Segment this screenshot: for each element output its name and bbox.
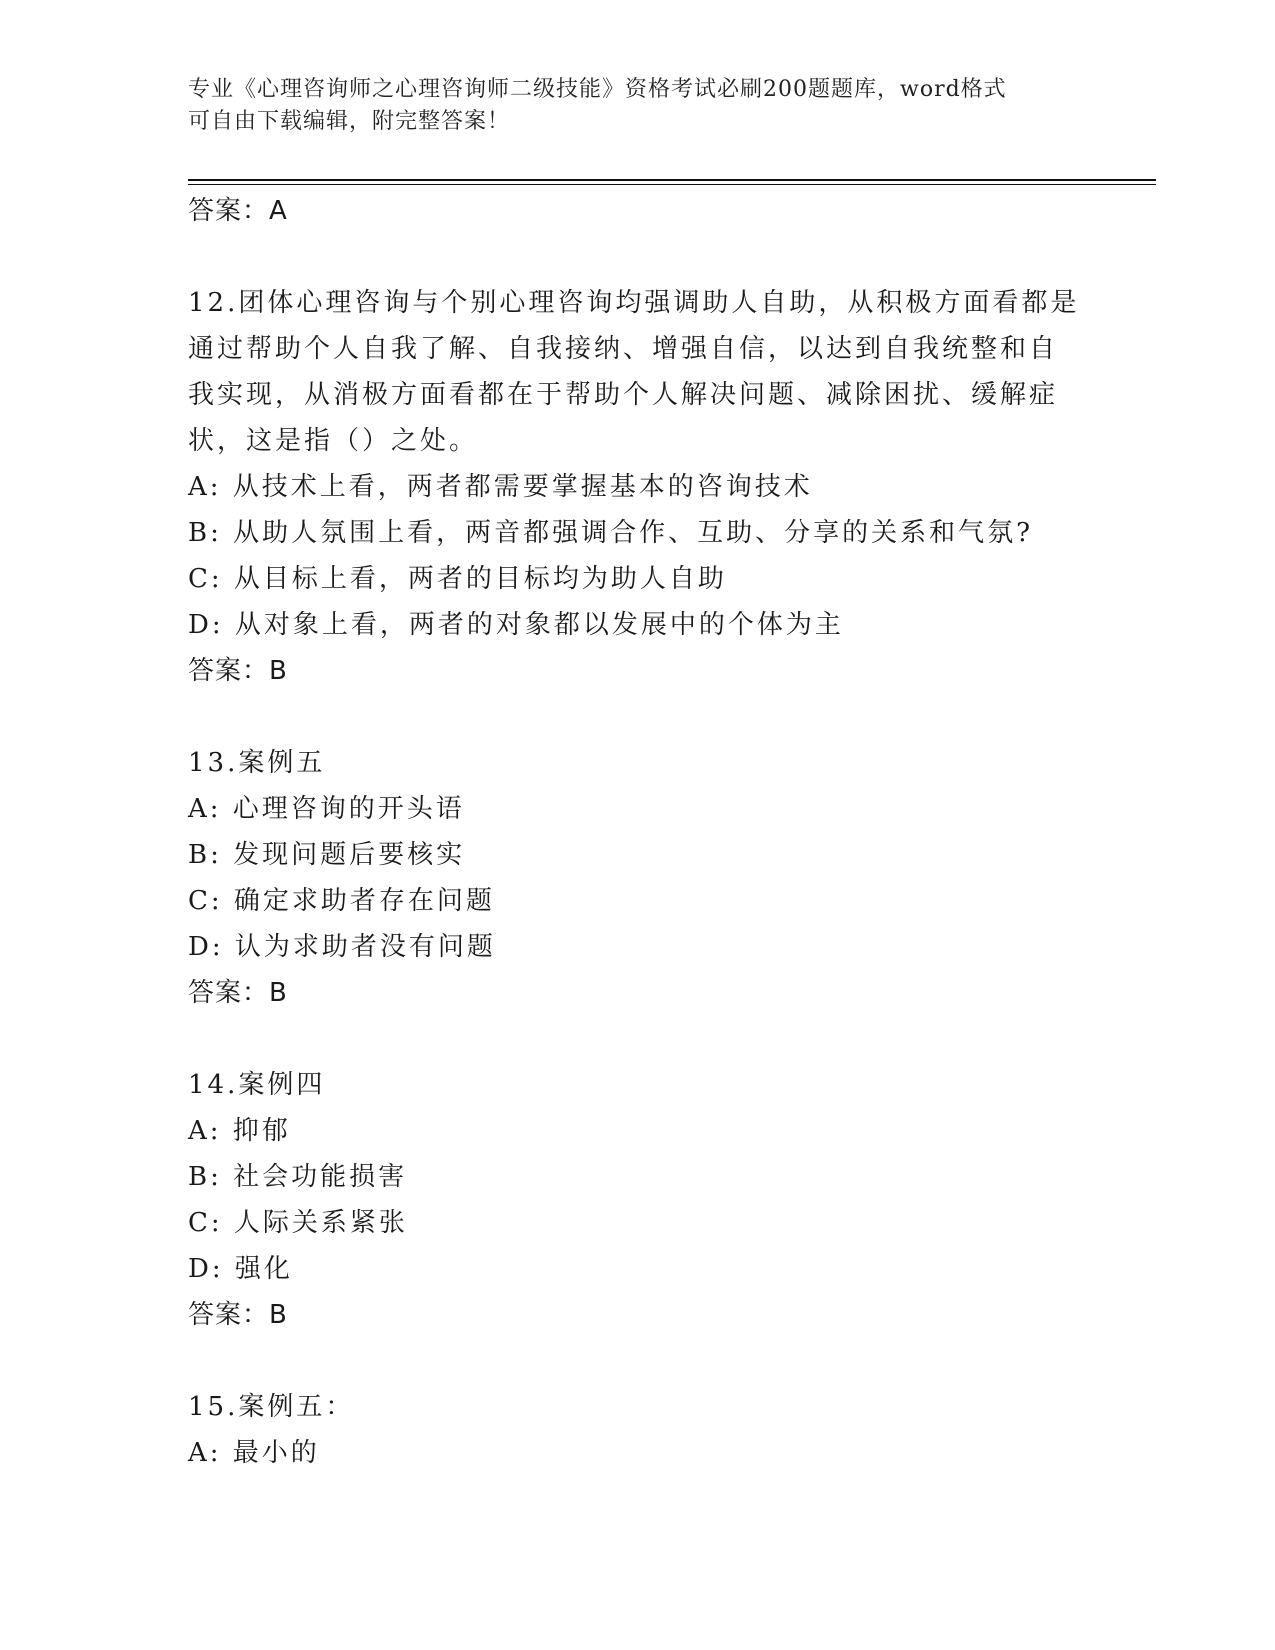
question-stem: 14.案例四: [188, 1070, 326, 1100]
option-a: A: 抑郁: [188, 1116, 291, 1146]
answer-q13: 答案：B: [188, 978, 288, 1008]
option-a: A: 心理咨询的开头语: [188, 794, 465, 824]
option-d: D: 强化: [188, 1254, 293, 1284]
answer-q12: 答案：B: [188, 656, 288, 686]
option-a: A: 最小的: [188, 1438, 320, 1468]
option-d: D: 认为求助者没有问题: [188, 932, 496, 962]
question-12: [188, 280, 1088, 694]
answer-q11: 答案：A: [188, 196, 288, 226]
header-rule-thin: [188, 184, 1156, 185]
option-b: B: 从助人氛围上看，两音都强调合作、互助、分享的关系和气氛?: [188, 518, 1034, 548]
answer-q14: 答案：B: [188, 1300, 288, 1330]
spacer: [188, 1016, 1088, 1062]
question-stem-line: 状，这是指（）之处。: [188, 426, 479, 456]
option-c: C: 从目标上看，两者的目标均为助人自助: [188, 564, 727, 594]
option-c: C: 确定求助者存在问题: [188, 886, 495, 916]
question-15: [188, 1384, 1088, 1476]
spacer: [188, 234, 1088, 280]
question-stem-line: 通过帮助个人自我了解、自我接纳、增强自信，以达到自我统整和自: [188, 334, 1059, 364]
header-line-2: 可自由下载编辑，附完整答案！: [188, 109, 511, 134]
question-stem: 15.案例五：: [188, 1392, 355, 1422]
question-stem-line: 12.团体心理咨询与个别心理咨询均强调助人自助，从积极方面看都是: [188, 288, 1080, 318]
question-stem-line: 我实现，从消极方面看都在于帮助个人解决问题、减除困扰、缓解症: [188, 380, 1059, 410]
question-14: [188, 1062, 1088, 1338]
option-b: B: 发现问题后要核实: [188, 840, 466, 870]
question-13: [188, 740, 1088, 1016]
option-b: B: 社会功能损害: [188, 1162, 408, 1192]
spacer: [188, 694, 1088, 740]
spacer: [188, 1338, 1088, 1384]
document-header: [188, 74, 1088, 138]
option-c: C: 人际关系紧张: [188, 1208, 408, 1238]
header-rule-thick: [188, 179, 1156, 181]
option-d: D: 从对象上看，两者的对象都以发展中的个体为主: [188, 610, 844, 640]
question-stem: 13.案例五: [188, 748, 326, 778]
option-a: A: 从技术上看，两者都需要掌握基本的咨询技术: [188, 472, 813, 502]
header-line-1: 专业《心理咨询师之心理咨询师二级技能》资格考试必刷200题题库，word格式: [188, 77, 1007, 102]
document-body: [188, 188, 1088, 1476]
